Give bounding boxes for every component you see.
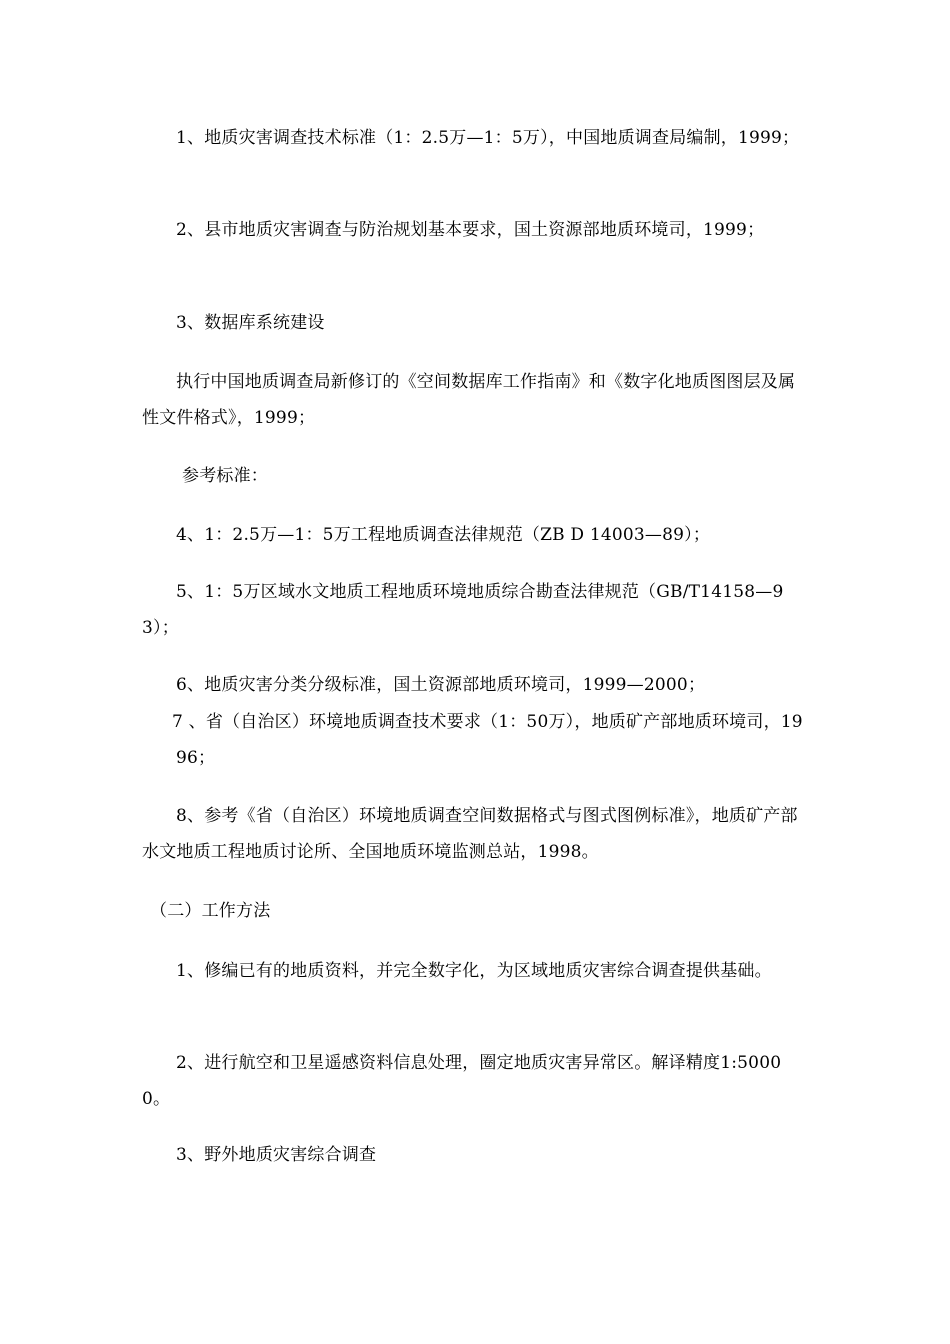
paragraph-method-3: 3、野外地质灾害综合调查: [176, 1145, 377, 1165]
section-heading-work-methods: （二）工作方法: [150, 901, 271, 921]
paragraph-method-1: 1、修编已有的地质资料，并完全数字化，为区域地质灾害综合调查提供基础。: [176, 961, 772, 981]
paragraph-reference-heading: 参考标准：: [182, 466, 268, 486]
paragraph-method-2: 2、进行航空和卫星遥感资料信息处理，圈定地质灾害异常区。解译精度1:50000。: [142, 1053, 782, 1109]
paragraph-standard-6: 6、地质灾害分类分级标准，国土资源部地质环境司，1999—2000；: [176, 675, 706, 695]
paragraph-standard-7: 7 、省（自治区）环境地质调查技术要求（1：50万），地质矿产部地质环境司，1996；: [172, 712, 803, 768]
paragraph-standard-5: 5、1：5万区域水文地质工程地质环境地质综合勘查法律规范（GB/T14158—93）；: [142, 582, 784, 638]
paragraph-standard-8: 8、参考《省（自治区）环境地质调查空间数据格式与图式图例标准》，地质矿产部水文地质工程地质讨论所、全国地质环境监测总站，1998。: [142, 806, 798, 862]
paragraph-database-body: 执行中国地质调查局新修订的《空间数据库工作指南》和《数字化地质图图层及属性文件格式》，1999；: [142, 372, 796, 428]
paragraph-standard-4: 4、1：2.5万—1：5万工程地质调查法律规范（ZB D 14003—89）；: [176, 525, 711, 545]
paragraph-standard-2: 2、县市地质灾害调查与防治规划基本要求，国土资源部地质环境司，1999；: [176, 220, 765, 240]
paragraph-standard-1: 1、地质灾害调查技术标准（1：2.5万—1：5万），中国地质调查局编制，1999；: [176, 128, 800, 148]
paragraph-database-heading: 3、数据库系统建设: [176, 313, 325, 333]
